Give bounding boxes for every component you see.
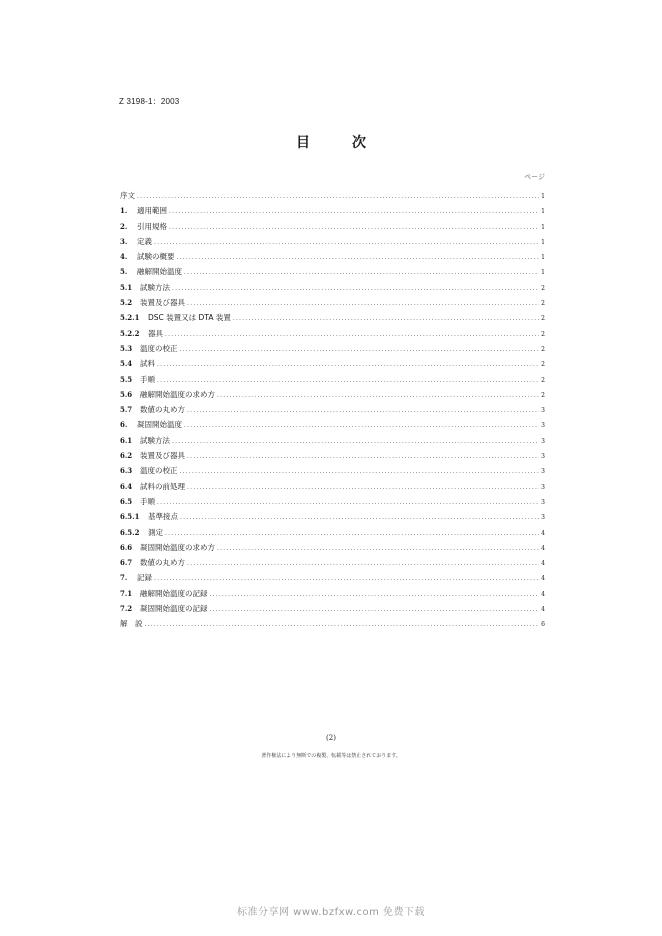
- toc-entry-number: 5.: [120, 267, 128, 277]
- toc-leader-dots: [210, 587, 540, 602]
- toc-entry-page: 3: [541, 453, 545, 461]
- toc-entry-number: 5.7: [120, 405, 133, 415]
- toc-entry-title: 装置及び器具: [140, 298, 185, 308]
- toc-entry[interactable]: [120, 372, 545, 387]
- toc-leader-dots: [157, 373, 539, 388]
- toc-leader-dots: [165, 327, 539, 342]
- toc-leader-dots: [169, 204, 539, 219]
- toc-leader-dots: [184, 418, 539, 433]
- toc-entry-number: 6.2: [120, 451, 133, 461]
- toc-entry-number: 5.2.2: [120, 328, 140, 338]
- toc-leader-dots: [187, 296, 539, 311]
- toc-entry-page: 3: [541, 422, 545, 430]
- toc-leader-dots: [145, 617, 540, 632]
- toc-leader-dots: [157, 495, 539, 510]
- toc-entry-page: 2: [541, 284, 545, 292]
- toc-entry-title: 数値の丸め方: [140, 558, 185, 568]
- toc-leader-dots: [187, 480, 539, 495]
- toc-leader-dots: [154, 571, 539, 586]
- toc-entry-page: 1: [541, 254, 545, 262]
- toc-entry-title: 温度の校正: [140, 343, 178, 353]
- toc-leader-dots: [177, 250, 540, 265]
- toc-entry-title: 序文: [120, 191, 135, 200]
- toc-entry[interactable]: [120, 417, 545, 432]
- toc-entry[interactable]: [120, 203, 545, 218]
- toc-leader-dots: [165, 526, 539, 541]
- toc-entry-title: 手順: [140, 374, 155, 384]
- toc-entry-title: 試料: [140, 359, 155, 369]
- toc-entry-page: 4: [541, 606, 545, 614]
- toc-entry-page: 4: [541, 544, 545, 552]
- toc-entry[interactable]: [120, 234, 545, 249]
- toc-entry-number: 6.7: [120, 558, 133, 568]
- toc-entry-title: 測定: [148, 527, 163, 537]
- page-title: 目 次: [296, 135, 380, 151]
- toc-entry[interactable]: [120, 570, 545, 585]
- toc-entry-title: 試験方法: [140, 282, 170, 292]
- toc-entry[interactable]: [120, 356, 545, 371]
- toc-entry[interactable]: [120, 479, 545, 494]
- toc-entry[interactable]: [120, 280, 545, 295]
- toc-leader-dots: [169, 220, 539, 235]
- toc-entry-number: 5.4: [120, 359, 133, 369]
- toc-entry[interactable]: [120, 341, 545, 356]
- toc-entry[interactable]: [120, 264, 545, 279]
- page-folio: (2): [326, 734, 336, 742]
- toc-leader-dots: [217, 541, 539, 556]
- toc-entry-title: 試験方法: [140, 435, 170, 445]
- toc-entry[interactable]: [120, 433, 545, 448]
- toc-entry-title: 試料の前処理: [140, 481, 185, 491]
- toc-leader-dots: [187, 403, 539, 418]
- toc-entry-page: 4: [541, 590, 545, 598]
- toc-leader-dots: [210, 602, 540, 617]
- toc-entry[interactable]: [120, 616, 545, 631]
- toc-entry-number: 6.5.1: [120, 512, 140, 522]
- toc-leader-dots: [137, 189, 539, 204]
- toc-entry[interactable]: [120, 326, 545, 341]
- toc-entry-number: 3.: [120, 236, 128, 246]
- toc-entry-title: 凝固開始温度の記録: [140, 604, 208, 614]
- toc-entry-page: 2: [541, 361, 545, 369]
- toc-entry[interactable]: [120, 249, 545, 264]
- toc-entry-page: 4: [541, 560, 545, 568]
- toc-entry-number: 5.2.1: [120, 313, 140, 323]
- watermark: 标准分享网 www.bzfxw.com 免费下载: [237, 907, 425, 918]
- toc-entry-number: 6.3: [120, 466, 133, 476]
- toc-leader-dots: [180, 342, 540, 357]
- copyright-notice: 著作権法により無断での複製、転載等は禁止されております。: [261, 753, 401, 759]
- toc-entry[interactable]: [120, 555, 545, 570]
- toc-leader-dots: [184, 265, 539, 280]
- toc-entry[interactable]: [120, 540, 545, 555]
- toc-entry-page: 3: [541, 514, 545, 522]
- toc-entry-number: 4.: [120, 252, 128, 262]
- toc-entry-page: 6: [541, 621, 545, 629]
- toc-entry-title: 適用範囲: [137, 206, 167, 216]
- toc-entry-number: 7.2: [120, 604, 133, 614]
- toc-entry-title: DSC 装置又は DTA 装置: [148, 313, 231, 323]
- toc-entry-number: 6.1: [120, 435, 133, 445]
- toc-entry-title: 融解開始温度: [137, 267, 182, 277]
- table-of-contents: [120, 188, 545, 632]
- toc-leader-dots: [172, 434, 539, 449]
- toc-entry-number: 6.5.2: [120, 527, 140, 537]
- toc-entry-number: 5.3: [120, 343, 133, 353]
- toc-entry-page: 1: [541, 238, 545, 246]
- toc-leader-dots: [157, 357, 539, 372]
- toc-entry-title: 手順: [140, 496, 155, 506]
- toc-entry-page: 3: [541, 468, 545, 476]
- toc-leader-dots: [180, 464, 540, 479]
- toc-entry[interactable]: [120, 188, 545, 203]
- toc-entry-page: 1: [541, 223, 545, 231]
- toc-entry-number: 5.2: [120, 298, 133, 308]
- toc-entry-number: 5.6: [120, 389, 133, 399]
- toc-entry-title: 融解開始温度の記録: [140, 588, 208, 598]
- toc-entry[interactable]: [120, 402, 545, 417]
- toc-entry-title: 試験の概要: [137, 252, 175, 262]
- toc-entry[interactable]: [120, 295, 545, 310]
- toc-leader-dots: [187, 556, 539, 571]
- toc-entry-number: 5.1: [120, 282, 133, 292]
- toc-entry-title: 融解開始温度の求め方: [140, 389, 215, 399]
- toc-entry-number: 6.4: [120, 481, 133, 491]
- toc-entry-page: 4: [541, 529, 545, 537]
- toc-entry-page: 3: [541, 407, 545, 415]
- toc-entry[interactable]: [120, 310, 545, 325]
- toc-entry-title: 凝固開始温度: [137, 420, 182, 430]
- toc-entry-page: 3: [541, 437, 545, 445]
- toc-entry-number: 5.5: [120, 374, 133, 384]
- toc-entry-title: 装置及び器具: [140, 451, 185, 461]
- toc-entry-page: 2: [541, 345, 545, 353]
- toc-entry-title: 温度の校正: [140, 466, 178, 476]
- toc-entry[interactable]: [120, 586, 545, 601]
- page-column-label: ページ: [524, 173, 545, 181]
- toc-entry-page: 2: [541, 376, 545, 384]
- toc-entry-page: 1: [541, 208, 545, 216]
- toc-entry-page: 2: [541, 315, 545, 323]
- toc-entry-title: 凝固開始温度の求め方: [140, 542, 215, 552]
- toc-leader-dots: [180, 510, 539, 525]
- toc-entry-page: 2: [541, 300, 545, 308]
- toc-entry-title: 記録: [137, 573, 152, 583]
- toc-entry-title: 数値の丸め方: [140, 405, 185, 415]
- toc-entry-number: 6.6: [120, 542, 133, 552]
- toc-entry-page: 3: [541, 498, 545, 506]
- toc-leader-dots: [233, 311, 539, 326]
- toc-entry-number: 6.: [120, 420, 128, 430]
- toc-entry-number: 2.: [120, 221, 128, 231]
- toc-leader-dots: [187, 449, 539, 464]
- toc-entry-page: 4: [541, 575, 545, 583]
- toc-entry-number: 6.5: [120, 496, 133, 506]
- toc-entry-title: 定義: [137, 236, 152, 246]
- toc-entry[interactable]: [120, 601, 545, 616]
- toc-entry[interactable]: [120, 509, 545, 524]
- toc-entry-title: 基準接点: [148, 512, 178, 522]
- toc-leader-dots: [154, 235, 539, 250]
- toc-entry[interactable]: [120, 448, 545, 463]
- toc-entry[interactable]: [120, 387, 545, 402]
- toc-entry-page: 3: [541, 483, 545, 491]
- toc-entry[interactable]: [120, 463, 545, 478]
- toc-leader-dots: [217, 388, 539, 403]
- toc-entry-title: 引用規格: [137, 221, 167, 231]
- toc-entry-title: 器具: [148, 328, 163, 338]
- toc-entry-page: 1: [541, 269, 545, 277]
- toc-leader-dots: [172, 281, 539, 296]
- toc-entry-title: 解 説: [120, 619, 143, 629]
- toc-entry-page: 2: [541, 330, 545, 338]
- toc-entry-number: 7.1: [120, 588, 133, 598]
- toc-entry-page: 1: [541, 193, 545, 200]
- toc-entry[interactable]: [120, 494, 545, 509]
- toc-entry[interactable]: [120, 525, 545, 540]
- standard-number: Z 3198-1：2003: [119, 97, 180, 106]
- toc-entry-page: 2: [541, 391, 545, 399]
- toc-entry[interactable]: [120, 219, 545, 234]
- toc-entry-number: 7.: [120, 573, 128, 583]
- toc-entry-number: 1.: [120, 206, 128, 216]
